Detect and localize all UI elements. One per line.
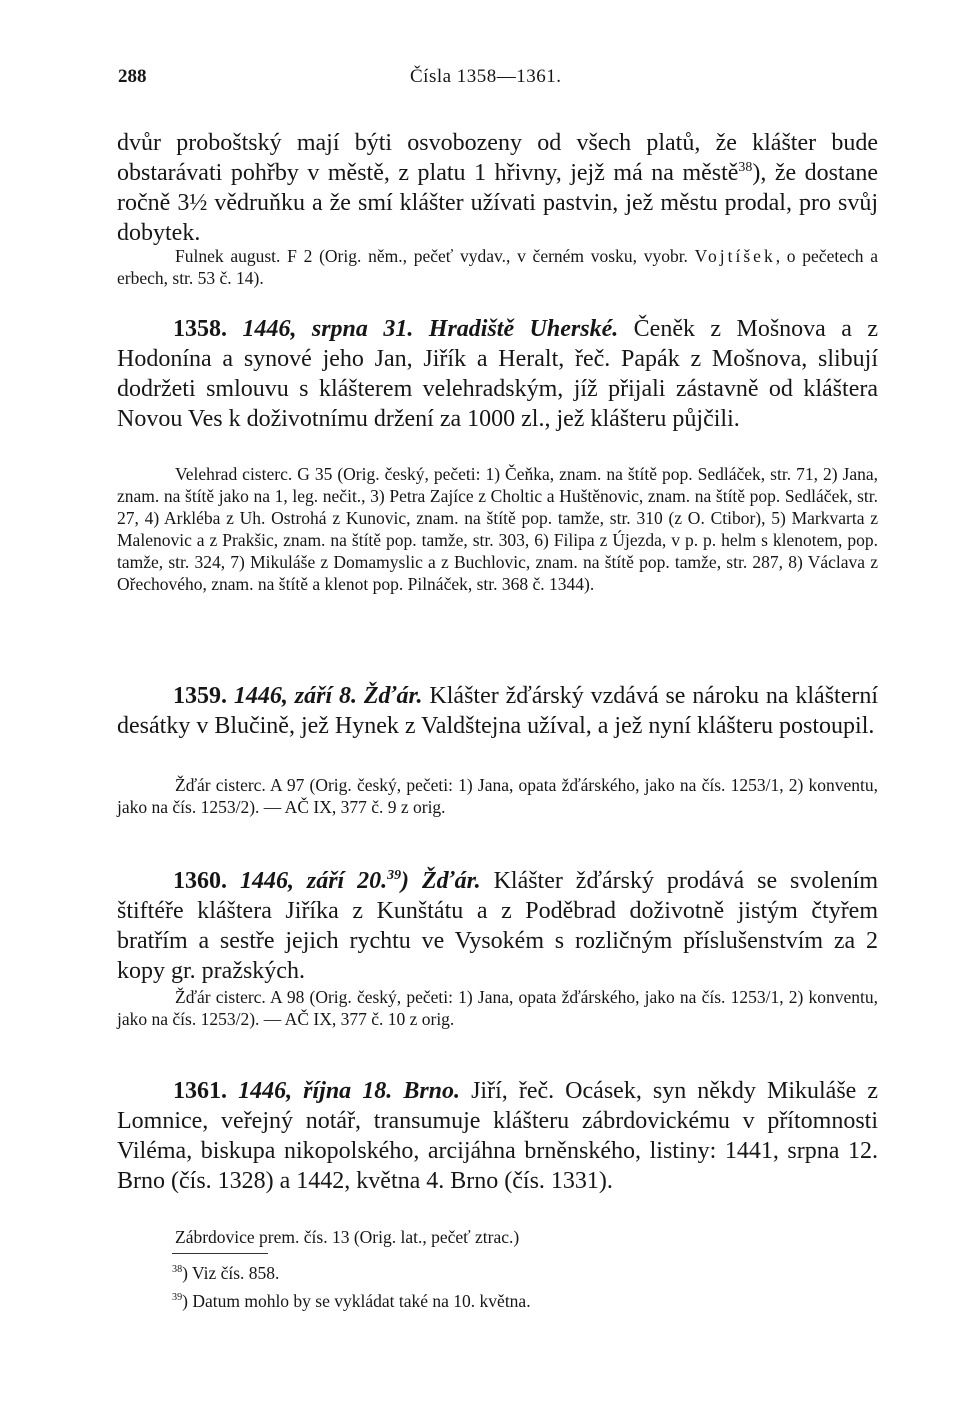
footnote-divider — [172, 1253, 268, 1254]
entry-place: Brno. — [403, 1078, 461, 1104]
entry-1358 — [117, 314, 878, 434]
entry-text: Čeněk z Mošnova a z Hodonína a synové jeho Jan, Jiřík a Heralt, řeč. Papák z Mošnova, slibují dodržeti smlouvu s klášterem velehradským, jíž přijali zástavně od kláštera Novou Ves k doživotnímu držení za 1000 zl., jež klášteru půjčili. — [117, 316, 879, 432]
entry-place: Žďár. — [363, 683, 423, 709]
entry-date: 1446, srpna 31. — [242, 316, 414, 342]
footnote-38: $^{38}$) Viz čís. 858. — [172, 1263, 280, 1283]
footnote-ref-39: 39 — [387, 868, 402, 883]
entry-number: 1361. — [173, 1078, 227, 1104]
entry-1358-source: Velehrad cisterc. G 35 (Orig. český, pečeti: 1) Čeňka, znam. na štítě pop. Sedláček, str. 71, 2) Jana, znam. na štítě jako na 1, leg. nečit., 3) Petra Zajíce z Choltic a Huštěnovic, znam. na štítě pop. Sedláček, str. 27, 4) Arkléba z Uh. Ostrohá z Kunovic, znam. na štítě pop. tamže, str. 310 (z O. Ctibor), 5) Markvarta z Malenovic a z Prakšic, znam. na štítě pop. tamže, str. 303, 6) Filipa z Újezda, v p. p. helm s klenotem, pop. tamže, str. 324, 7) Mikuláše z Domamyslic a z Buchlovic, znam. na štítě pop. tamže, str. 287, 8) Václava z Ořechového, znam. na štítě a klenot pop. Pilnáček, str. 368 č. 1344). — [117, 464, 878, 594]
entry-date: 1446, září 8. — [233, 683, 357, 709]
entry-place: Hradiště Uherské. — [428, 316, 619, 342]
entry-1361-source: Zábrdovice prem. čís. 13 (Orig. lat., pečeť ztrac.) — [175, 1227, 520, 1247]
running-head: Čísla 1358—1361. — [410, 66, 562, 87]
page-number: 288 — [118, 66, 147, 87]
entry-date: 1446, září 20.39) — [239, 868, 410, 894]
entry-text: Klášter žďárský vzdává se nároku na klášterní desátky v Blučině, jež Hynek z Valdštejna užíval, a jež nyní klášteru postoupil. — [117, 683, 879, 739]
entry-1361 — [117, 1076, 878, 1196]
footnote-39: $^{39}$) Datum mohlo by se vykládat také na 10. května. — [172, 1291, 531, 1311]
entry-1359 — [117, 681, 878, 741]
entry-number: 1359. — [173, 683, 227, 709]
entry-text: Klášter žďárský prodává se svolením štiftéře kláštera Jiříka z Kunštátu a z Poděbrad doživotně jistým čtyřem bratřím a sestře jejich rychtu ve Vysokém s rozličným příslušenstvím za 2 kopy gr. pražských. — [117, 868, 879, 984]
entry-1360 — [117, 866, 878, 986]
entry-number: 1360. — [173, 868, 227, 894]
entry-1360-source: Žďár cisterc. A 98 (Orig. český, pečeti: 1) Jana, opata žďárského, jako na čís. 1253/1, 2) konventu, jako na čís. 1253/2). — AČ IX, 377 č. 10 z orig. — [117, 987, 878, 1029]
continuation-source: Fulnek august. F 2 (Orig. něm., pečeť vydav., v černém vosku, vyobr. Vojtíšek, o pečetech a erbech, str. 53 č. 14). — [117, 246, 878, 288]
footnote-ref-38: 38 — [738, 160, 753, 175]
entry-text: Jiří, řeč. Ocásek, syn někdy Mikuláše z Lomnice, veřejný notář, transumuje klášteru zábrdovickému v přítomnosti Viléma, biskupa nikopolského, arcijáhna brněnského, listiny: 1441, srpna 12. Brno (čís. 1328) a 1442, května 4. Brno (čís. 1331). — [117, 1078, 879, 1194]
entry-1359-source: Žďár cisterc. A 97 (Orig. český, pečeti: 1) Jana, opata žďárského, jako na čís. 1253/1, 2) konventu, jako na čís. 1253/2). — AČ IX, 377 č. 9 z orig. — [117, 775, 878, 817]
entry-date: 1446, října 18. — [238, 1078, 393, 1104]
continuation-paragraph: dvůr proboštský mají býti osvobozeny od všech platů, že klášter bude obstarávati pohřby v městě, z platu 1 hřivny, jejž má na městě$^{38}$), že dostane ročně 3½ vědruňku a že smí klášter užívati pastvin, jež městu prodal, pro svůj dobytek. — [117, 130, 878, 246]
entry-number: 1358. — [173, 316, 227, 342]
entry-place: Žďár. — [421, 868, 481, 894]
page-header — [118, 66, 878, 92]
